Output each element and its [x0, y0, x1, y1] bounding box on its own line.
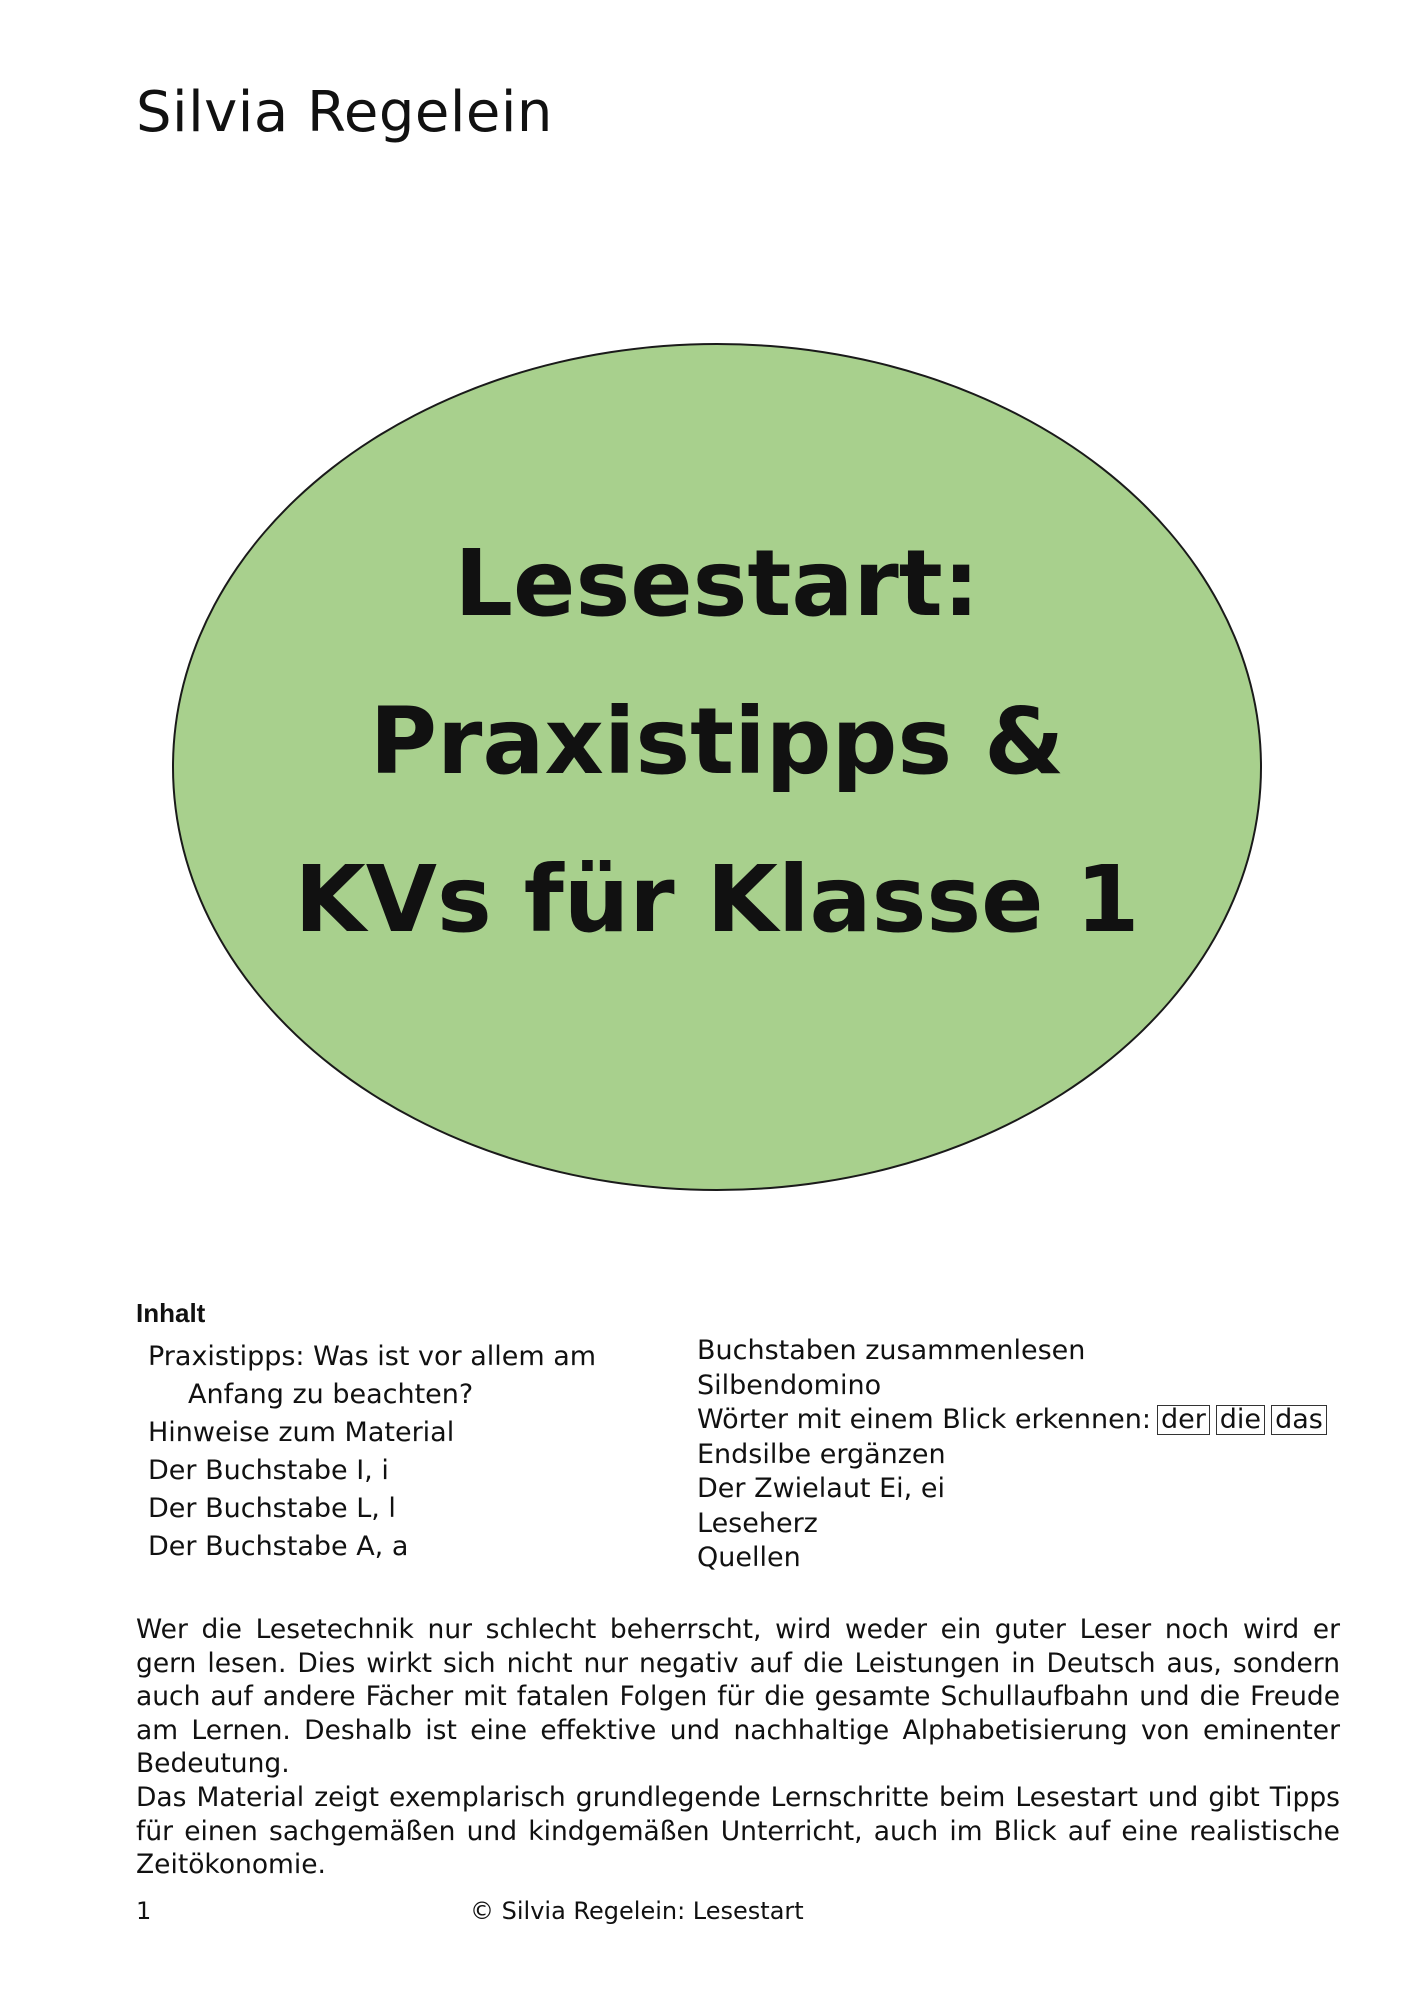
- toc-item: Anfang zu beachten?: [188, 1379, 474, 1410]
- contents-left-column: [148, 1338, 668, 1566]
- toc-item: Der Buchstabe I, i: [148, 1455, 389, 1486]
- document-title: [172, 505, 1262, 979]
- boxed-word: der: [1157, 1405, 1210, 1435]
- toc-item-sight-words: [697, 1403, 1337, 1438]
- toc-item: Leseherz: [697, 1507, 818, 1539]
- footer-copyright: © Silvia Regelein: Lesestart: [470, 1897, 804, 1925]
- boxed-word: die: [1216, 1405, 1265, 1435]
- page-number: 1: [136, 1897, 152, 1925]
- toc-item: Der Zwielaut Ei, ei: [697, 1473, 945, 1504]
- contents-right-column: [697, 1334, 1337, 1576]
- contents-heading: Inhalt: [136, 1298, 206, 1328]
- toc-item-label: Wörter mit einem Blick erkennen:: [697, 1404, 1151, 1435]
- intro-paragraph-1: Wer die Lesetechnik nur schlecht beherrscht, wird weder ein guter Leser noch wird er gern lesen. Dies wirkt sich nicht nur negativ auf die Leistungen in Deutsch aus, sondern auch auf andere Fächer mit fatalen Folgen für die gesamte Schullaufbahn und die Freude am Lernen. Deshalb ist eine effektive und nachhaltige Alphabetisierung von eminenter Bedeutung.: [136, 1614, 1340, 1779]
- toc-item: Der Buchstabe A, a: [148, 1531, 409, 1562]
- toc-item: Praxistipps: Was ist vor allem am: [148, 1341, 597, 1372]
- toc-item: Der Buchstabe L, l: [148, 1493, 396, 1524]
- toc-item: Silbendomino: [697, 1369, 882, 1401]
- boxed-word: das: [1271, 1405, 1327, 1435]
- toc-item: Buchstaben zusammenlesen: [697, 1335, 1086, 1366]
- title-line-2: Praxistipps &: [369, 688, 1065, 795]
- toc-item: Hinweise zum Material: [148, 1417, 455, 1448]
- intro-paragraph-2: Das Material zeigt exemplarisch grundlegende Lernschritte beim Lesestart und gibt Tipps für einen sachgemäßen und kindgemäßen Unterricht, auch im Blick auf eine realistische Zeitökonomie.: [136, 1782, 1340, 1880]
- title-line-3: KVs für Klasse 1: [294, 846, 1140, 953]
- author-name: Silvia Regelein: [136, 80, 553, 145]
- title-line-1: Lesestart:: [454, 530, 980, 637]
- toc-item: Endsilbe ergänzen: [697, 1438, 946, 1470]
- toc-item: Quellen: [697, 1542, 801, 1573]
